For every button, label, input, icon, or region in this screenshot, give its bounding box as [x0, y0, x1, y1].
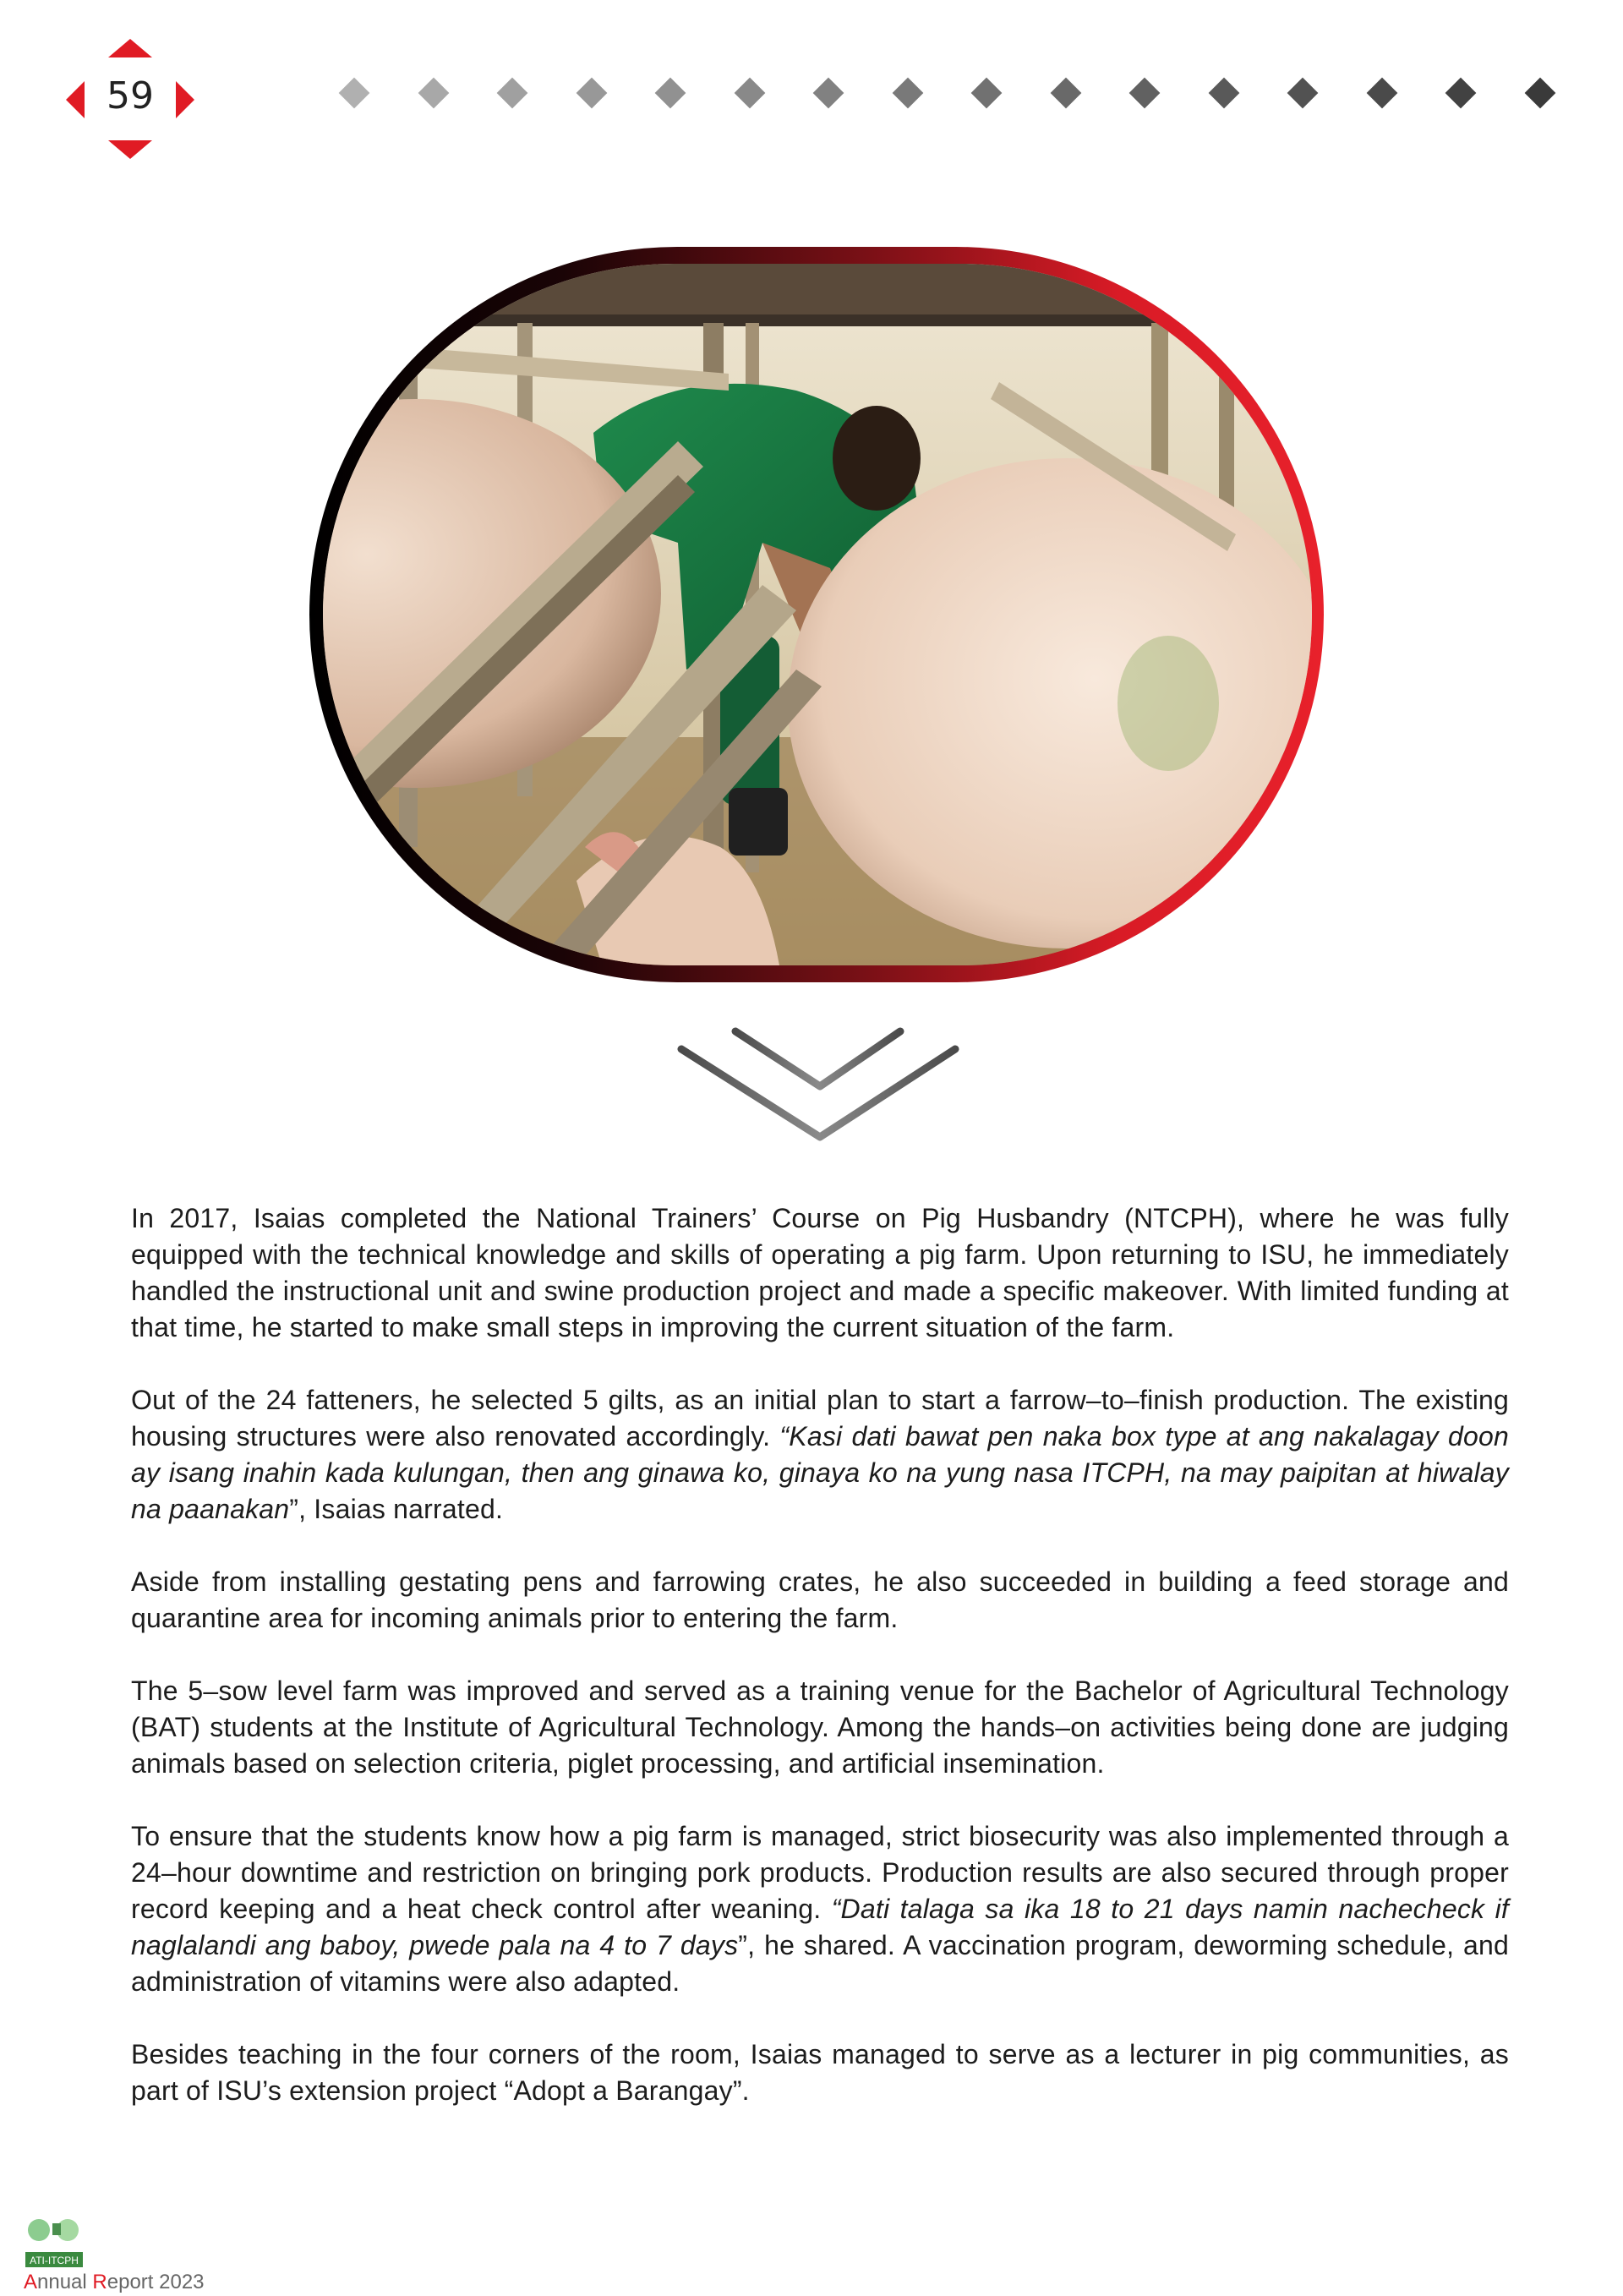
paragraph-text: In 2017, Isaias completed the National Trainers’ Course on Pig Husbandry (NTCPH), where he was fully equipped with the technical knowledge and skills of operating a pig farm. Upon returning to ISU, he immediately handled the instructional unit and swine production project and made a specific makeover. With limited funding at that time, he started to make small steps in improving the current situation of the farm. [131, 1203, 1509, 1342]
decorative-diamond [655, 78, 686, 109]
footer-initial-r: R [92, 2271, 107, 2293]
decorative-diamond [1366, 78, 1397, 109]
decorative-diamond [1050, 78, 1081, 109]
decorative-diamond [1129, 78, 1161, 109]
article-paragraph [131, 1382, 1509, 1528]
paragraph-text: ”, he shared. A vaccination program, deworming schedule, and administration of vitamins were also adapted. [131, 1930, 1510, 1997]
decorative-diamond [734, 78, 765, 109]
arrow-right-icon [176, 81, 194, 118]
pig-farm-illustration [323, 264, 1312, 965]
article-paragraph [131, 1818, 1509, 2000]
footer-word-annual: nnual [37, 2271, 93, 2293]
decorative-diamond [1287, 78, 1319, 109]
footer-annual-report [24, 2271, 205, 2294]
page-number: 59 [107, 74, 154, 118]
paragraph-text: Out of the 24 fatteners, he selected 5 gilts, as an initial plan to start a farrow–to–finish production. The existing housing structures were also renovated accordingly. [131, 1385, 1509, 1451]
paragraph-text: To ensure that the students know how a pig farm is managed, strict biosecurity was also implemented through a 24–hour downtime and restriction on bringing pork products. Production results are also secured through proper record keeping and a heat check control after weaning. [131, 1821, 1509, 1924]
article-paragraph [131, 1200, 1509, 1346]
article-paragraph [131, 2036, 1509, 2109]
article-paragraph [131, 1564, 1509, 1637]
decorative-diamond [339, 78, 370, 109]
decorative-diamond [497, 78, 528, 109]
double-chevron-down-icon [676, 1019, 964, 1150]
arrow-down-icon [108, 140, 152, 159]
paragraph-text: The 5–sow level farm was improved and served as a training venue for the Bachelor of Agricultural Technology (BAT) students at the Institute of Agricultural Technology. Among the hands–on activities being done are judging animals based on selection criteria, piglet processing, and artificial insemination. [131, 1676, 1509, 1779]
decorative-diamond [1208, 78, 1239, 109]
footer-initial-a: A [24, 2271, 38, 2293]
decorative-diamond [971, 78, 1003, 109]
quote-text: “Kasi dati bawat pen naka box type at ang nakalagay doon ay isang inahin kada kulungan, then ang ginawa ko, ginaya ko na yung nasa ITCPH, na may paipitan at hiwalay na paanakan [131, 1421, 1509, 1524]
paragraph-text: ”, Isaias narrated. [289, 1494, 504, 1524]
ati-itcph-logo [22, 2215, 86, 2269]
decorative-diamond-row [343, 82, 1569, 116]
decorative-diamond [418, 78, 449, 109]
decorative-diamond [576, 78, 607, 109]
decorative-diamond [892, 78, 923, 109]
decorative-diamond [1524, 78, 1555, 109]
decorative-diamond [1445, 78, 1477, 109]
paragraph-text: Aside from installing gestating pens and farrowing crates, he also succeeded in building a feed storage and quarantine area for incoming animals prior to entering the farm. [131, 1566, 1509, 1633]
arrow-left-icon [66, 81, 85, 118]
footer-word-report: eport 2023 [107, 2271, 205, 2293]
paragraph-text: Besides teaching in the four corners of the room, Isaias managed to serve as a lecturer in pig communities, as part of ISU’s extension project “Adopt a Barangay”. [131, 2039, 1509, 2106]
page-number-badge [64, 34, 196, 166]
arrow-up-icon [108, 39, 152, 57]
article-body [131, 1200, 1509, 2146]
decorative-diamond [813, 78, 844, 109]
article-paragraph [131, 1673, 1509, 1782]
pig-farm-photo [323, 264, 1312, 965]
quote-text: “Dati talaga sa ika 18 to 21 days namin nachecheck if naglalandi ang baboy, pwede pala na 4 to 7 days [131, 1894, 1510, 1960]
logo-label: ATI-ITCPH [30, 2255, 79, 2266]
